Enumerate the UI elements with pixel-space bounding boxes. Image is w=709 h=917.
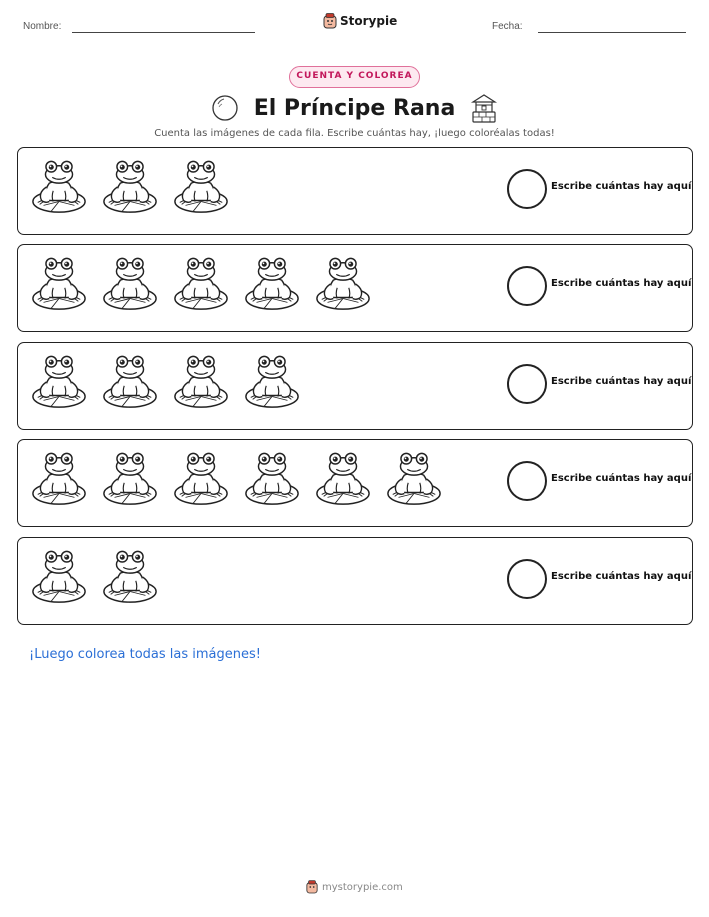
name-line[interactable] (72, 32, 255, 33)
frog-on-lily-pad-icon[interactable] (172, 450, 230, 508)
date-label: Fecha: (492, 21, 523, 32)
frog-on-lily-pad-icon[interactable] (172, 353, 230, 411)
brand-logo (323, 13, 397, 29)
footer-brand (306, 880, 403, 894)
storypie-mascot-icon (306, 880, 318, 894)
frog-on-lily-pad-icon[interactable] (314, 450, 372, 508)
footer-site: mystorypie.com (322, 881, 403, 893)
count-row-4 (17, 439, 693, 527)
frog-group-4 (30, 450, 443, 508)
frog-on-lily-pad-icon[interactable] (101, 450, 159, 508)
frog-on-lily-pad-icon[interactable] (314, 255, 372, 313)
title-row (0, 90, 709, 126)
answer-circle-5[interactable] (507, 559, 547, 599)
count-row-2 (17, 244, 693, 332)
frog-on-lily-pad-icon[interactable] (243, 450, 301, 508)
count-row-1 (17, 147, 693, 235)
frog-on-lily-pad-icon[interactable] (101, 548, 159, 606)
answer-circle-1[interactable] (507, 169, 547, 209)
frog-on-lily-pad-icon[interactable] (385, 450, 443, 508)
footer-instruction: ¡Luego colorea todas las imágenes! (29, 647, 261, 662)
frog-on-lily-pad-icon[interactable] (101, 158, 159, 216)
answer-label-2: Escribe cuántas hay aquí (551, 278, 692, 289)
wishing-well-icon (469, 92, 499, 124)
name-label: Nombre: (23, 21, 62, 32)
frog-group-5 (30, 548, 159, 606)
instructions: Cuenta las imágenes de cada fila. Escribe cuántas hay, ¡luego coloréalas todas! (154, 128, 555, 139)
frog-group-3 (30, 353, 301, 411)
answer-label-4: Escribe cuántas hay aquí (551, 473, 692, 484)
frog-on-lily-pad-icon[interactable] (30, 255, 88, 313)
frog-group-2 (30, 255, 372, 313)
answer-label-5: Escribe cuántas hay aquí (551, 571, 692, 582)
frog-on-lily-pad-icon[interactable] (30, 158, 88, 216)
count-row-5 (17, 537, 693, 625)
answer-circle-4[interactable] (507, 461, 547, 501)
page-title: El Príncipe Rana (253, 95, 456, 121)
date-line[interactable] (538, 32, 686, 33)
frog-on-lily-pad-icon[interactable] (30, 353, 88, 411)
count-row-3 (17, 342, 693, 430)
storypie-mascot-icon (323, 13, 337, 29)
brand-name: Storypie (340, 14, 398, 28)
frog-on-lily-pad-icon[interactable] (243, 255, 301, 313)
frog-on-lily-pad-icon[interactable] (172, 255, 230, 313)
frog-on-lily-pad-icon[interactable] (243, 353, 301, 411)
frog-on-lily-pad-icon[interactable] (30, 450, 88, 508)
answer-label-1: Escribe cuántas hay aquí (551, 181, 692, 192)
frog-on-lily-pad-icon[interactable] (30, 548, 88, 606)
frog-on-lily-pad-icon[interactable] (172, 158, 230, 216)
answer-circle-3[interactable] (507, 364, 547, 404)
activity-tag: CUENTA Y COLOREA (289, 66, 420, 88)
frog-on-lily-pad-icon[interactable] (101, 353, 159, 411)
frog-group-1 (30, 158, 230, 216)
golden-ball-icon (210, 93, 240, 123)
frog-on-lily-pad-icon[interactable] (101, 255, 159, 313)
answer-label-3: Escribe cuántas hay aquí (551, 376, 692, 387)
answer-circle-2[interactable] (507, 266, 547, 306)
